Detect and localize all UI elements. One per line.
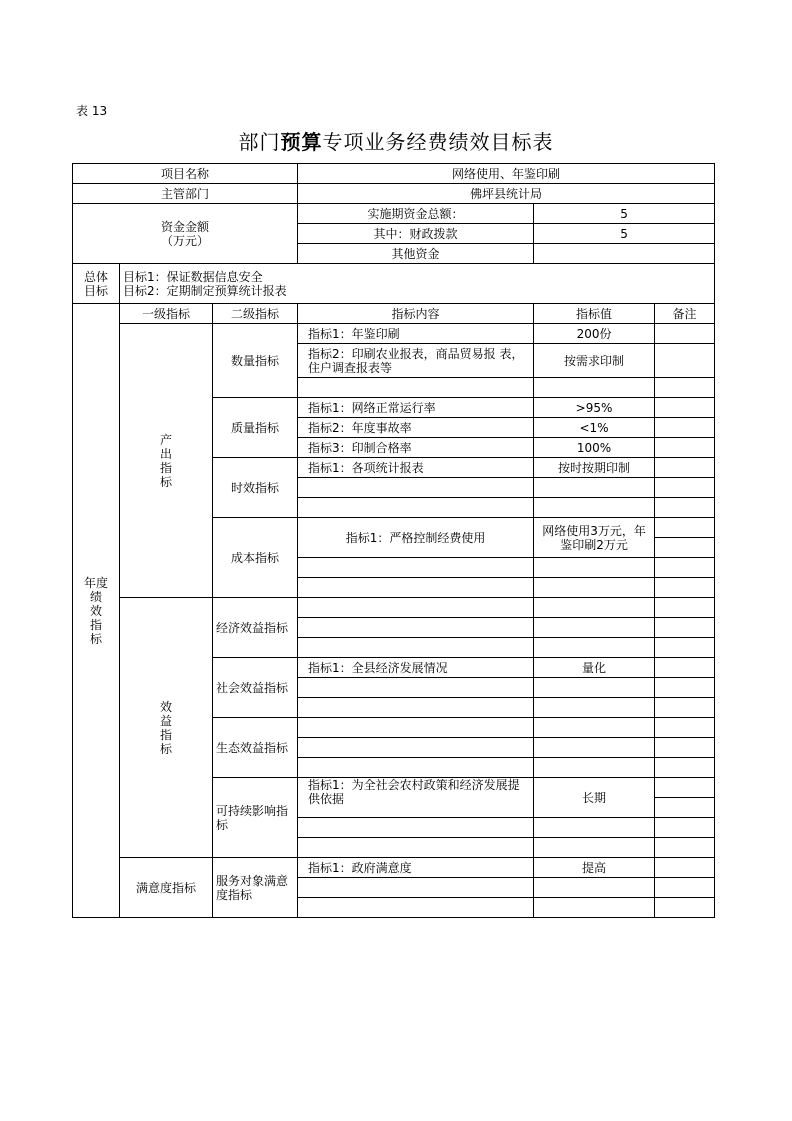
fund-other-value [534,244,715,264]
note-cell [655,738,715,758]
empty-cell [298,598,534,618]
table-row [73,164,715,184]
note-cell [655,598,715,618]
social-indicator-label: 社会效益指标 [213,658,298,718]
benefit-label-char: 标 [159,741,172,756]
note-cell [655,638,715,658]
quality-item-3: 指标3：印制合格率 [298,438,534,458]
empty-cell [534,378,655,398]
note-cell [655,678,715,698]
note-cell [655,878,715,898]
service-item-1: 指标1：政府满意度 [298,858,534,878]
overall-goal-2: 目标2：定期制定预算统计报表 [123,283,287,298]
annual-label-char: 年度 [83,575,108,590]
page-title [0,126,792,155]
economic-indicator-label: 经济效益指标 [213,598,298,658]
performance-target-table [72,163,715,918]
col-level1-header: 一级指标 [120,304,213,324]
col-level2-header: 二级指标 [213,304,298,324]
table-number: 表 13 [76,104,108,118]
empty-cell [534,698,655,718]
cost-item-1: 指标1：严格控制经费使用 [298,518,534,558]
service-indicator-label: 服务对象满意度指标 [213,858,298,918]
output-label-char: 出 [159,446,172,461]
title-bold: 预算 [280,130,323,154]
fund-label-line1: 资金金额 [161,219,210,234]
cost-indicator-label: 成本指标 [213,518,298,598]
empty-cell [534,878,655,898]
col-content-header: 指标内容 [298,304,534,324]
project-name-value: 网络使用、年鉴印刷 [298,164,715,184]
annual-label-char: 指 [89,617,102,632]
empty-cell [298,738,534,758]
output-indicator-label [120,324,213,598]
empty-cell [534,598,655,618]
note-cell [655,858,715,878]
note-cell [655,898,715,918]
empty-cell [534,838,655,858]
note-cell [655,618,715,638]
benefit-label-char: 效 [159,699,172,714]
empty-cell [534,738,655,758]
social-item-1: 指标1：全县经济发展情况 [298,658,534,678]
quality-item-2: 指标2：年度事故率 [298,418,534,438]
service-value-1: 提高 [534,858,655,878]
note-cell [655,558,715,578]
empty-cell [298,698,534,718]
sustainable-value-1: 长期 [534,778,655,818]
overall-goal-content [120,264,715,304]
quality-value-3: 100% [534,438,655,458]
table-row [73,264,715,304]
note-cell [655,838,715,858]
empty-cell [298,838,534,858]
timeliness-value-1: 按时按期印制 [534,458,655,478]
note-cell [655,758,715,778]
note-cell [655,398,715,418]
note-cell [655,658,715,678]
quantity-item-2: 指标2：印刷农业报表，商品贸易报 表，住户调查报表等 [298,344,534,378]
output-label-char: 标 [159,474,172,489]
fund-other-label: 其他资金 [298,244,534,264]
empty-cell [534,558,655,578]
table-row [73,598,715,618]
note-cell [655,518,715,538]
col-note-header: 备注 [655,304,715,324]
dept-label: 主管部门 [73,184,298,204]
empty-cell [298,678,534,698]
quality-indicator-label: 质量指标 [213,398,298,458]
note-cell [655,538,715,558]
benefit-label-char: 益 [159,713,172,728]
cost-value-1: 网络使用3万元，年鉴印刷2万元 [534,518,655,558]
empty-cell [534,578,655,598]
note-cell [655,458,715,478]
note-cell [655,324,715,344]
fund-label [73,204,298,264]
satisfaction-indicator-label: 满意度指标 [120,858,213,918]
sustainable-item-1: 指标1：为全社会农村政策和经济发展提供依据 [298,778,534,818]
fund-fiscal-label: 其中：财政拨款 [298,224,534,244]
empty-cell [298,638,534,658]
output-label-char: 指 [159,460,172,475]
note-cell [655,478,715,498]
quality-item-1: 指标1：网络正常运行率 [298,398,534,418]
empty-cell [534,678,655,698]
table-row [73,304,715,324]
empty-cell [534,758,655,778]
output-label-char: 产 [159,432,172,447]
annual-indicator-label [73,304,120,918]
empty-cell [534,898,655,918]
overall-label-line2: 目标 [83,283,108,298]
quality-value-1: >95% [534,398,655,418]
note-cell [655,818,715,838]
quality-value-2: <1% [534,418,655,438]
empty-cell [298,758,534,778]
table-row [73,184,715,204]
timeliness-item-1: 指标1：各项统计报表 [298,458,534,478]
empty-cell [534,478,655,498]
sustainable-indicator-label: 可持续影响指标 [213,778,298,858]
annual-label-char: 标 [89,631,102,646]
note-cell [655,344,715,378]
benefit-label-char: 指 [159,727,172,742]
empty-cell [534,618,655,638]
empty-cell [534,718,655,738]
empty-cell [298,578,534,598]
note-cell [655,698,715,718]
quantity-indicator-label: 数量指标 [213,324,298,398]
empty-cell [534,498,655,518]
empty-cell [298,898,534,918]
fund-total-label: 实施期资金总额： [298,204,534,224]
empty-cell [298,378,534,398]
note-cell [655,578,715,598]
empty-cell [298,618,534,638]
quantity-value-1: 200份 [534,324,655,344]
note-cell [655,378,715,398]
table-row [73,204,715,224]
empty-cell [534,818,655,838]
quantity-value-2: 按需求印制 [534,344,655,378]
empty-cell [298,498,534,518]
title-suffix: 专项业务经费绩效目标表 [322,130,554,154]
empty-cell [298,818,534,838]
col-value-header: 指标值 [534,304,655,324]
empty-cell [298,718,534,738]
overall-goal-1: 目标1：保证数据信息安全 [123,269,263,284]
dept-value: 佛坪县统计局 [298,184,715,204]
overall-goal-label [73,264,120,304]
empty-cell [298,478,534,498]
note-cell [655,438,715,458]
ecological-indicator-label: 生态效益指标 [213,718,298,778]
note-cell [655,418,715,438]
benefit-indicator-label [120,598,213,858]
fund-total-value: 5 [534,204,715,224]
title-prefix: 部门 [238,130,281,154]
note-cell [655,498,715,518]
quantity-item-1: 指标1：年鉴印刷 [298,324,534,344]
fund-label-line2: （万元） [161,233,210,248]
social-value-1: 量化 [534,658,655,678]
annual-label-char: 绩 [89,589,102,604]
note-cell [655,778,715,798]
note-cell [655,718,715,738]
timeliness-indicator-label: 时效指标 [213,458,298,518]
empty-cell [298,558,534,578]
overall-label-line1: 总体 [83,269,108,284]
empty-cell [534,638,655,658]
annual-label-char: 效 [89,603,102,618]
table-row [73,324,715,344]
project-name-label: 项目名称 [73,164,298,184]
note-cell [655,798,715,818]
empty-cell [298,878,534,898]
table-row [73,858,715,878]
fund-fiscal-value: 5 [534,224,715,244]
